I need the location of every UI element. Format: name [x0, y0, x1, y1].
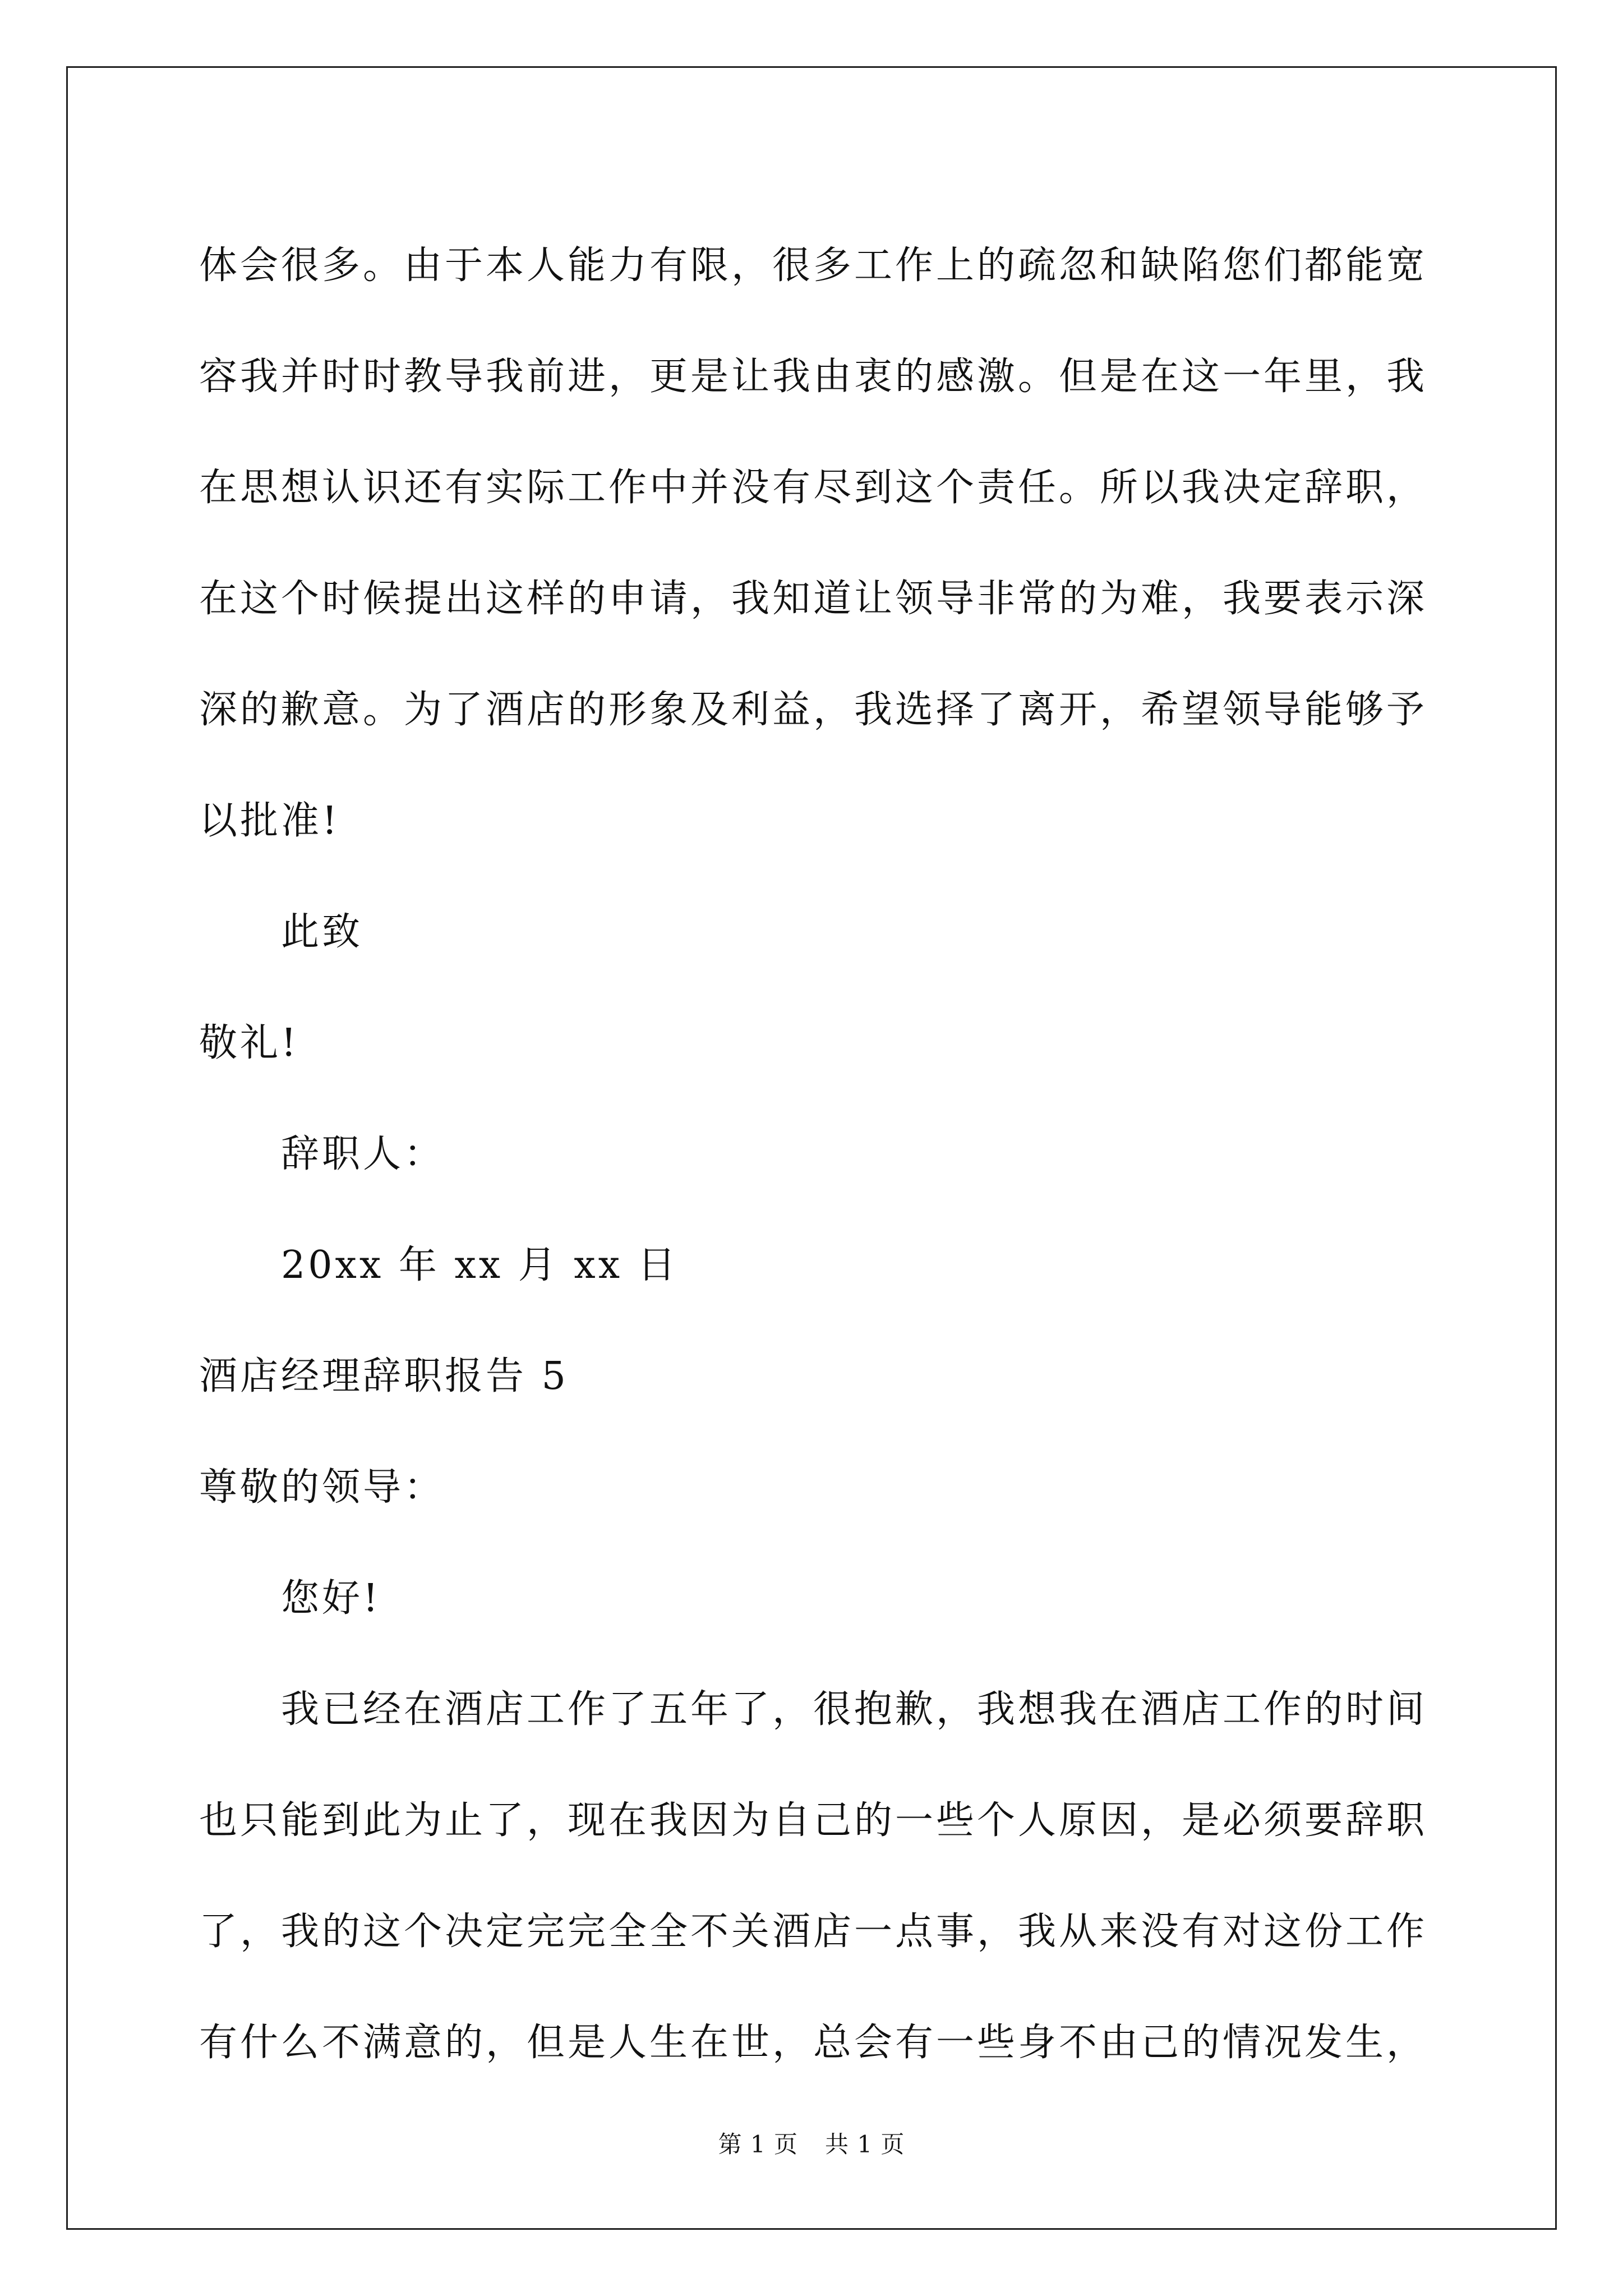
page-footer — [0, 2126, 1623, 2160]
section-title: 酒店经理辞职报告 5 — [199, 1354, 569, 1398]
body-line: 我已经在酒店工作了五年了，很抱歉，我想我在酒店工作的时间 — [281, 1687, 1428, 1732]
body-line: 体会很多。由于本人能力有限，很多工作上的疏忽和缺陷您们都能宽 — [199, 243, 1428, 288]
greeting-line: 您好! — [281, 1576, 381, 1621]
page-number: 第 1 页 — [718, 2131, 798, 2158]
body-line: 在这个时候提出这样的申请，我知道让领导非常的为难，我要表示深 — [199, 577, 1428, 621]
body-line: 深的歉意。为了酒店的形象及利益，我选择了离开，希望领导能够予 — [199, 688, 1428, 732]
body-line: 了，我的这个决定完完全全不关酒店一点事，我从来没有对这份工作 — [199, 1910, 1428, 1954]
body-line: 以批准! — [199, 799, 340, 843]
salutation-line: 此致 — [281, 910, 363, 954]
closing-line: 敬礼! — [199, 1021, 299, 1065]
page-total: 共 1 页 — [825, 2131, 905, 2158]
body-line: 也只能到此为止了，现在我因为自己的一些个人原因，是必须要辞职 — [199, 1798, 1428, 1843]
body-line: 容我并时时教导我前进，更是让我由衷的感激。但是在这一年里，我 — [199, 355, 1428, 399]
body-line: 有什么不满意的，但是人生在世，总会有一些身不由己的情况发生， — [199, 2021, 1428, 2065]
date-line: 20xx 年 xx 月 xx 日 — [281, 1243, 679, 1287]
recipient-line: 尊敬的领导： — [199, 1465, 445, 1510]
signature-label: 辞职人： — [281, 1132, 445, 1176]
document-body — [199, 210, 1433, 2099]
body-line: 在思想认识还有实际工作中并没有尽到这个责任。所以我决定辞职， — [199, 466, 1428, 510]
